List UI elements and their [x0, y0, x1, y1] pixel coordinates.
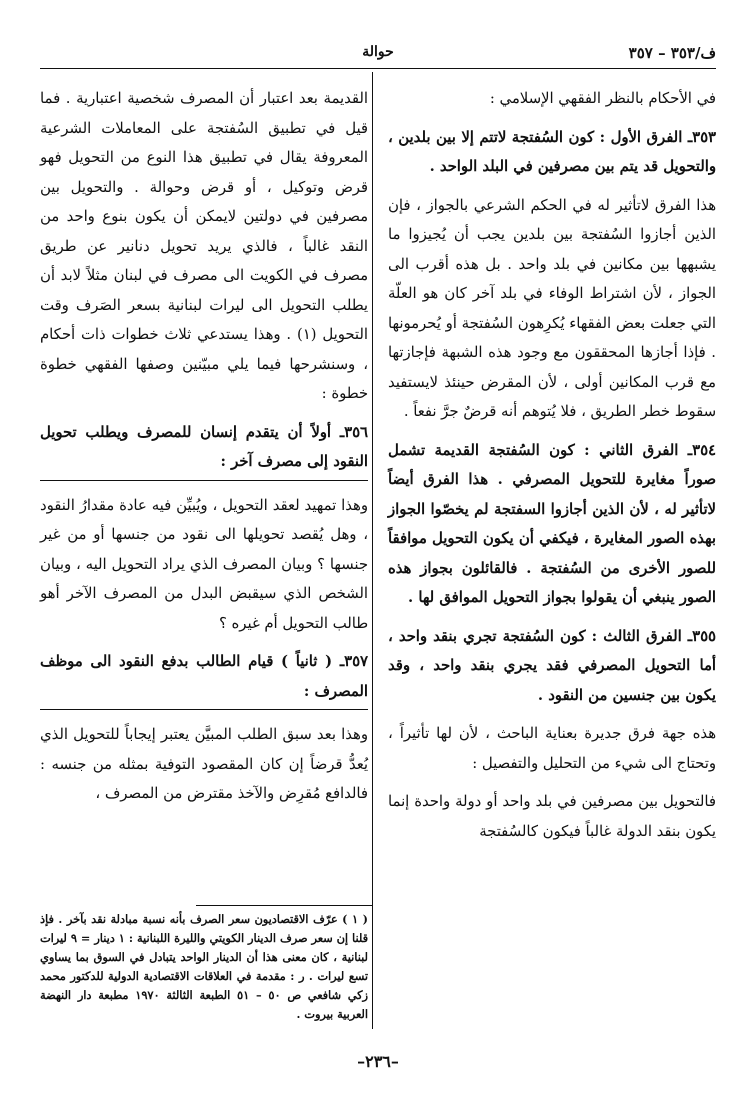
- column-divider: [372, 72, 373, 1029]
- section-heading-356: ٣٥٦ـ أولاً أن يتقدم إنسان للمصرف ويطلب تحويل النقود إلى مصرف آخر :: [40, 418, 368, 481]
- paragraph: هذه جهة فرق جديرة بعناية الباحث ، لأن لها تأثيراً ، وتحتاج الى شيء من التحليل والتفصيل :: [388, 725, 716, 772]
- section-heading-357: ٣٥٧ـ ( ثانياً ) قيام الطالب بدفع النقود الى موظف المصرف :: [40, 647, 368, 710]
- section-heading-353: ٣٥٣ـ الفرق الأول : كون السُفتجة لاتتم إلا بين بلدين ، والتحويل قد يتم بين مصرفين في البلد الواحد .: [388, 128, 716, 175]
- header-rule: [40, 68, 716, 69]
- paragraph: هذا الفرق لاتأثير له في الحكم الشرعي بالجواز ، فإن الذين أجازوا السُفتجة بين بلدين يجب أن يُجيزوا ما يشبهها بين مكانين في بلد واحد . بل هذه أقرب الى الجواز ، لأن اشتراط الوفاء في بلد آخر كان هو العلّة التي جعلت بعض الفقهاء يُكرِهون السُفتجة أو يُحرمونها . فإذا أجازها المحققون مع وجود هذه الشبهة فإجازتها مع قرب المكانين أولى ، لأن المقرض حينئذ لايستفيد سقوط خطر الطريق ، فلا يُتوهم أنه قرضٌ جرَّ نفعاً .: [388, 196, 716, 420]
- page-header: [40, 44, 716, 68]
- paragraph: وهذا بعد سبق الطلب المبيَّن يعتبر إيجاباً للتحويل الذي يُعدُّ قرضاً إن كان المقصود التوفية بمثله من جنسه : فالدافع مُقرِض والآخذ مقترض من المصرف ،: [40, 726, 368, 802]
- footnote: ( ١ ) عرّف الاقتصاديون سعر الصرف بأنه نسبة مبادلة نقد بآخر . فإذ قلنا إن سعر صرف الدينار الكويتي والليرة اللبنانية : ١ دينار = ٩ ليرات لبنانية ، كان معنى هذا أن الدينار الواحد يتبادل في السوق بما يساوي تسع ليرات . ر : مقدمة في العلاقات الاقتصادية الدولية للدكتور محمد زكي شافعي ص ٥٠ – ٥١ الطبعة الثالثة ١٩٧٠ مطبعة دار النهضة العربية بيروت .: [40, 912, 369, 1021]
- paragraph: وهذا تمهيد لعقد التحويل ، ويُبيِّن فيه عادة مقدارُ النقود ، وهل يُقصد تحويلها الى نقود من جنسها أو من غير جنسها ؟ وبيان المصرف الذي يراد التحويل اليه ، وبيان الشخص الذي سيقبض البدل من المصرف الآخر أهو طالب التحويل أم غيره ؟: [40, 496, 368, 632]
- section-heading-355: ٣٥٥ـ الفرق الثالث : كون السُفتجة تجري بنقد واحد ، أما التحويل المصرفي فقد يجري بنقد واحد ، وقد يكون بين جنسين من النقود .: [388, 627, 716, 704]
- right-column: [388, 84, 716, 855]
- footnote-rule: [196, 905, 372, 906]
- page-number: –٢٣٦–: [357, 1052, 399, 1071]
- left-column: [40, 84, 368, 818]
- section-range: ف/٣٥٣ – ٣٥٧: [628, 44, 716, 62]
- section-heading-354: ٣٥٤ـ الفرق الثاني : كون السُفتجة القديمة تشمل صوراً مغايرة للتحويل المصرفي . هذا الفرق أيضاً لاتأثير له ، لأن الذين أجازوا السفتجة لم يخصّوا الجواز بهذه الصور المغايرة ، فيكفي أن يكون التحويل موافقاً للصور الأخرى من السُفتجة . فالقائلون بجواز هذه الصور ينبغي أن يقولوا بجواز التحويل الموافق لها .: [388, 441, 716, 606]
- paragraph: في الأحكام بالنظر الفقهي الإسلامي :: [489, 90, 716, 107]
- running-title: حوالة: [362, 44, 394, 60]
- paragraph: فالتحويل بين مصرفين في بلد واحد أو دولة واحدة إنما يكون بنقد الدولة غالباً فيكون كالسُفتجة: [388, 793, 716, 840]
- paragraph: القديمة بعد اعتبار أن المصرف شخصية اعتبارية . فما قيل في تطبيق السُفتجة على المعاملات الشرعية المعروفة يقال في تطبيق هذا النوع من التحويل فهو قرض وتوكيل ، أو قرض وحوالة . والتحويل بين مصرفين في دولتين لايمكن أن يكون بنوع واحد من النقد غالباً ، فالذي يريد تحويل دنانير عن طريق مصرف في الكويت الى مصرف في لبنان مثلاً لابد أن يطلب التحويل الى ليرات لبنانية بسعر الصَرف وقت التحويل (١) . وهذا يستدعي ثلاث خطوات ذات أحكام ، وسنشرحها فيما يلي مبيّنين وصفها الفقهي خطوة خطوة :: [40, 90, 368, 402]
